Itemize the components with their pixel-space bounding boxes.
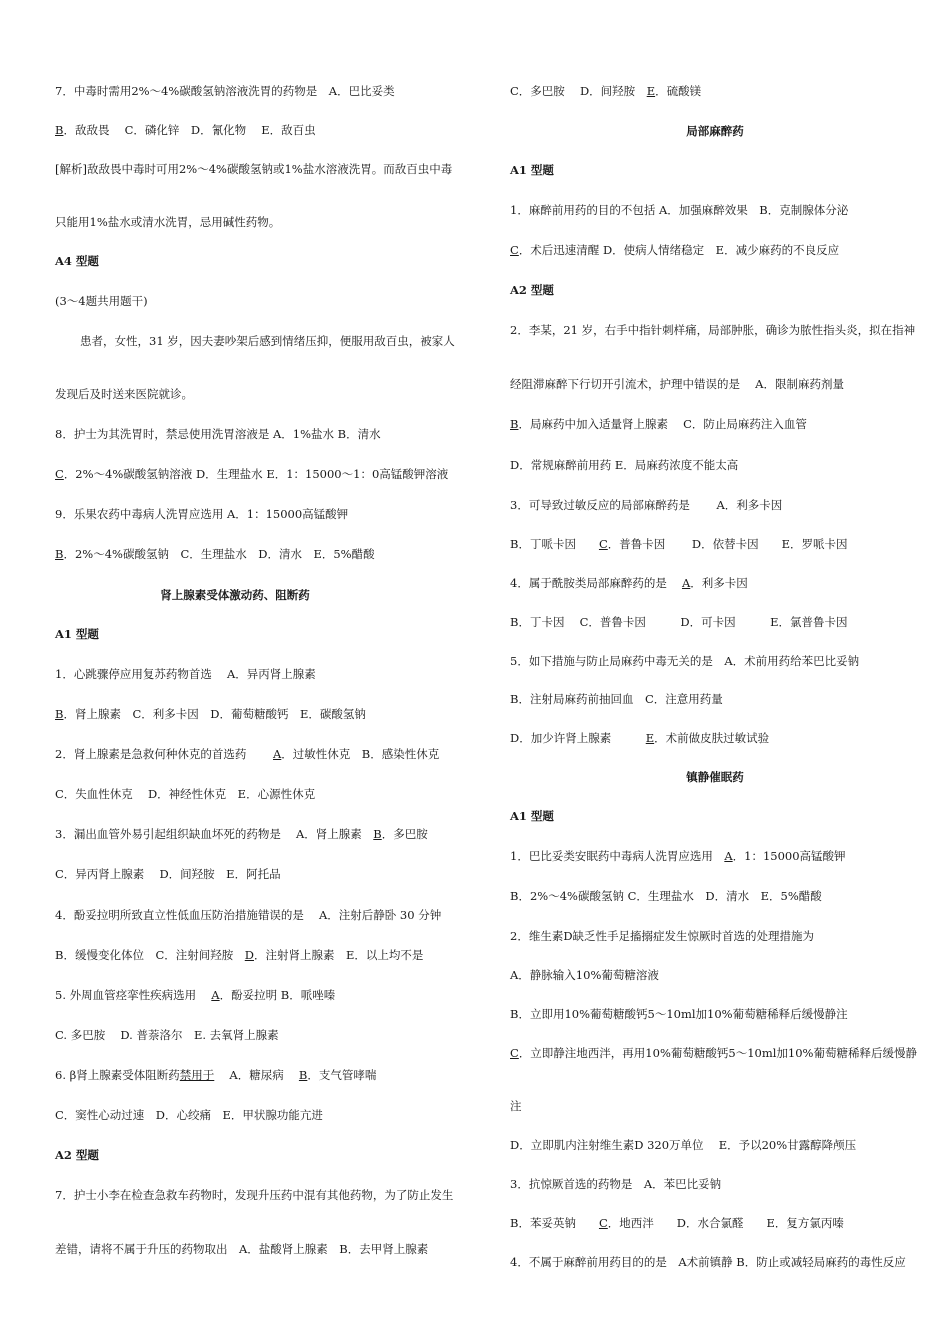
- text-line: [510, 848, 846, 864]
- section-heading: [480, 769, 950, 785]
- text-segment: 4．属于酰胺类局部麻醉药的是: [510, 576, 682, 590]
- text-segment: 局部麻醉药: [686, 124, 744, 138]
- answer-marker: B: [55, 123, 64, 137]
- text-line: [510, 322, 915, 338]
- text-line: [55, 706, 366, 722]
- text-line: [80, 333, 455, 349]
- text-segment: 2．维生素D缺乏性手足搐搦症发生惊厥时首选的处理措施为: [510, 929, 815, 943]
- text-segment: 3．抗惊厥首选的药物是 A．苯巴比妥钠: [510, 1177, 722, 1191]
- text-line: [510, 497, 782, 513]
- text-segment: [解析]敌敌畏中毒时可用2%～4%碳酸氢钠或1%盐水溶液洗胃。而敌百虫中毒: [55, 162, 453, 176]
- answer-marker: A: [724, 849, 733, 863]
- text-line: [510, 1006, 848, 1022]
- text-segment: ．敌敌畏 C．磷化锌 D．氰化物 E．敌百虫: [63, 123, 316, 137]
- text-segment: C．窦性心动过速 D．心绞痛 E．甲状腺功能亢进: [55, 1108, 323, 1122]
- text-line: [55, 466, 448, 482]
- text-segment: ．肾上腺素 C．利多卡因 D．葡萄糖酸钙 E．碳酸氢钠: [63, 707, 366, 721]
- text-line: [510, 1176, 721, 1192]
- text-segment: 差错，请将不属于升压的药物取出 A．盐酸肾上腺素 B．去甲肾上腺素: [55, 1242, 429, 1256]
- text-segment: ．酚妥拉明 B．哌唑嗪: [219, 988, 336, 1002]
- text-segment: C．多巴胺 D．间羟胺: [510, 84, 647, 98]
- text-line: [510, 536, 848, 552]
- text-segment: 3．可导致过敏反应的局部麻醉药是 A．利多卡因: [510, 498, 783, 512]
- answer-marker: C: [510, 1046, 519, 1060]
- text-segment: A．静脉输入10%葡萄糖溶液: [510, 968, 659, 982]
- answer-marker: B: [373, 827, 382, 841]
- text-segment: 8．护士为其洗胃时，禁忌使用洗胃溶液是 A．1%盐水 B．清水: [55, 427, 381, 441]
- text-line: [55, 1027, 279, 1043]
- text-line: [510, 888, 822, 904]
- text-line: [55, 987, 335, 1003]
- answer-marker: B: [55, 707, 64, 721]
- answer-marker: A: [681, 576, 691, 590]
- answer-marker: A: [211, 988, 220, 1002]
- question-type-heading: [55, 1147, 99, 1163]
- text-line: [510, 376, 844, 392]
- text-segment: ．多巴胺: [381, 827, 428, 841]
- text-segment: 1．麻醉前用药的目的不包括 A．加强麻醉效果 B．克制腺体分泌: [510, 203, 849, 217]
- text-segment: D．加少许肾上腺素: [510, 731, 646, 745]
- text-segment: B．丁卡因 C．普鲁卡因 D．可卡因 E．氯普鲁卡因: [510, 615, 848, 629]
- text-line: [55, 666, 316, 682]
- text-segment: D．常规麻醉前用药 E．局麻药浓度不能太高: [510, 458, 739, 472]
- text-line: [55, 947, 423, 963]
- text-line: [510, 1254, 906, 1270]
- text-segment: ．注射肾上腺素 E．以上均不是: [253, 948, 424, 962]
- text-segment: B．丁哌卡因: [510, 537, 599, 551]
- text-line: [510, 967, 659, 983]
- answer-marker: A: [272, 747, 282, 761]
- text-line: [55, 161, 452, 177]
- text-segment: 9．乐果农药中毒病人洗胃应选用 A．1：15000高锰酸钾: [55, 507, 349, 521]
- text-segment: 1．心跳骤停应用复苏药物首选 A．异丙肾上腺素: [55, 667, 316, 681]
- answer-marker: C: [598, 1216, 608, 1230]
- answer-marker: B: [298, 1068, 308, 1082]
- text-line: [55, 907, 441, 923]
- text-line: [510, 653, 859, 669]
- text-line: [510, 730, 769, 746]
- text-segment: ．地西泮 D．水合氯醛 E．复方氯丙嗪: [607, 1216, 844, 1230]
- text-line: [510, 691, 723, 707]
- text-segment: ．立即静注地西泮，再用10%葡萄糖酸钙5～10ml加10%葡萄糖稀释后缓慢静: [518, 1046, 917, 1060]
- answer-marker: B: [510, 417, 519, 431]
- text-segment: 4．不属于麻醉前用药目的的是 A术前镇静 B．防止或减轻局麻药的毒性反应: [510, 1255, 906, 1269]
- text-line: [510, 83, 701, 99]
- answer-marker: B: [55, 547, 64, 561]
- text-line: [510, 242, 839, 258]
- text-segment: ．利多卡因: [690, 576, 748, 590]
- text-segment: B．苯妥英钠: [510, 1216, 599, 1230]
- text-segment: C. 多巴胺 D. 普萘洛尔 E. 去氧肾上腺素: [55, 1028, 279, 1042]
- question-type-heading: [510, 162, 554, 178]
- text-segment: C．失血性休克 D．神经性休克 E．心源性休克: [55, 787, 316, 801]
- text-segment: ．过敏性休克 B．感染性休克: [281, 747, 440, 761]
- text-segment: ．术后迅速清醒 D．使病人情绪稳定 E．减少麻药的不良反应: [518, 243, 840, 257]
- text-segment: 经阻滞麻醉下行切开引流术，护理中错误的是 A．限制麻药剂量: [510, 377, 844, 391]
- text-segment: ．术前做皮肤过敏试验: [654, 731, 770, 745]
- text-segment: ．1：15000高锰酸钾: [732, 849, 846, 863]
- text-segment: 5．如下措施与防止局麻药中毒无关的是 A．术前用药给苯巴比妥钠: [510, 654, 860, 668]
- text-line: [55, 122, 316, 138]
- text-line: [55, 786, 315, 802]
- answer-marker: C: [55, 467, 64, 481]
- answer-marker: 禁用于: [179, 1068, 215, 1082]
- text-segment: ．普鲁卡因 D．依替卡因 E．罗哌卡因: [607, 537, 848, 551]
- text-segment: (3～4题共用题干): [55, 294, 148, 308]
- text-line: [55, 826, 428, 842]
- section-heading: [0, 587, 470, 603]
- text-segment: A1 型题: [55, 627, 99, 641]
- text-segment: 3．漏出血管外易引起组织缺血坏死的药物是 A．肾上腺素: [55, 827, 374, 841]
- text-segment: 2．李某，21 岁，右手中指针刺样痛，局部肿胀，确诊为脓性指头炎，拟在指神: [510, 323, 916, 337]
- text-segment: B．注射局麻药前抽回血 C．注意用药量: [510, 692, 723, 706]
- text-segment: 5. 外周血管痉挛性疾病选用: [55, 988, 212, 1002]
- text-line: [55, 1107, 323, 1123]
- text-segment: A1 型题: [510, 163, 554, 177]
- text-segment: ．2%～4%碳酸氢钠 C．生理盐水 D．清水 E．5%醋酸: [63, 547, 375, 561]
- text-line: [55, 1187, 453, 1203]
- text-segment: ．硫酸镁: [655, 84, 702, 98]
- text-segment: B．立即用10%葡萄糖酸钙5～10ml加10%葡萄糖稀释后缓慢静注: [510, 1007, 848, 1021]
- text-segment: 7．护士小李在检查急救车药物时，发现升压药中混有其他药物，为了防止发生: [55, 1188, 454, 1202]
- text-line: [510, 1215, 844, 1231]
- text-segment: 7．中毒时需用2%～4%碳酸氢钠溶液洗胃的药物是 A．巴比妥类: [55, 84, 395, 98]
- text-line: [55, 426, 381, 442]
- text-segment: D．立即肌内注射维生素D 320万单位 E．予以20%甘露醇降颅压: [510, 1138, 857, 1152]
- text-segment: 6. β肾上腺素受体阻断药: [55, 1068, 180, 1082]
- text-segment: B．缓慢变化体位 C．注射间羟胺: [55, 948, 245, 962]
- text-segment: C．异丙肾上腺素 D．间羟胺 E．阿托品: [55, 867, 281, 881]
- text-line: [510, 457, 738, 473]
- text-segment: 1．巴比妥类安眠药中毒病人洗胃应选用: [510, 849, 725, 863]
- answer-marker: C: [598, 537, 608, 551]
- text-line: [55, 83, 395, 99]
- text-line: [55, 746, 439, 762]
- text-segment: 镇静催眠药: [686, 770, 744, 784]
- text-line: [510, 614, 848, 630]
- text-line: [510, 1098, 522, 1114]
- text-segment: A1 型题: [510, 809, 554, 823]
- text-segment: 患者，女性，31 岁，因夫妻吵架后感到情绪压抑，便服用敌百虫，被家人: [80, 334, 455, 348]
- text-line: [510, 928, 814, 944]
- text-segment: A．糖尿病: [214, 1068, 299, 1082]
- text-segment: A2 型题: [510, 283, 554, 297]
- text-line: [55, 1241, 428, 1257]
- text-segment: A4 型题: [55, 254, 99, 268]
- question-type-heading: [510, 282, 554, 298]
- text-line: [55, 293, 148, 309]
- text-segment: 发现后及时送来医院就诊。: [55, 387, 193, 401]
- text-line: [510, 202, 848, 218]
- question-type-heading: [55, 626, 99, 642]
- text-line: [55, 546, 375, 562]
- question-type-heading: [510, 808, 554, 824]
- text-segment: 4．酚妥拉明所致直立性低血压防治措施错误的是 A．注射后静卧 30 分钟: [55, 908, 442, 922]
- text-line: [55, 506, 348, 522]
- text-segment: 只能用1%盐水或清水洗胃，忌用碱性药物。: [55, 215, 281, 229]
- answer-marker: E: [646, 84, 656, 98]
- text-segment: 2．肾上腺素是急救何种休克的首选药: [55, 747, 273, 761]
- text-line: [55, 214, 280, 230]
- text-segment: 肾上腺素受体激动药、阻断药: [160, 588, 310, 602]
- section-heading: [480, 123, 950, 139]
- text-segment: A2 型题: [55, 1148, 99, 1162]
- text-segment: ．局麻药中加入适量肾上腺素 C．防止局麻药注入血管: [518, 417, 807, 431]
- text-line: [55, 1067, 376, 1083]
- text-line: [510, 575, 748, 591]
- text-line: [55, 866, 281, 882]
- answer-marker: C: [510, 243, 519, 257]
- text-line: [55, 386, 193, 402]
- question-type-heading: [55, 253, 99, 269]
- answer-marker: D: [244, 948, 254, 962]
- text-segment: B．2%～4%碳酸氢钠 C．生理盐水 D．清水 E．5%醋酸: [510, 889, 822, 903]
- text-line: [510, 1137, 856, 1153]
- text-segment: 注: [510, 1099, 522, 1113]
- answer-marker: E: [645, 731, 655, 745]
- text-line: [510, 1045, 917, 1061]
- text-segment: ．2%～4%碳酸氢钠溶液 D．生理盐水 E．1：15000～1：0高锰酸钾溶液: [63, 467, 449, 481]
- text-segment: ．支气管哮喘: [307, 1068, 377, 1082]
- text-line: [510, 416, 807, 432]
